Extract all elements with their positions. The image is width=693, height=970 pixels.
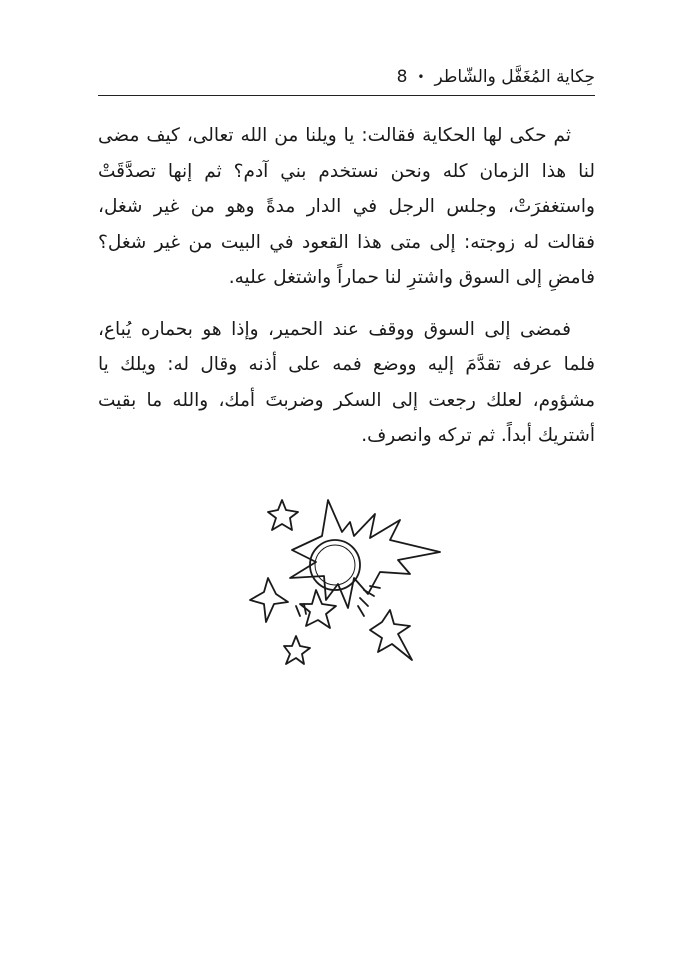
body-text xyxy=(98,118,595,470)
header-separator: • xyxy=(417,70,425,84)
stars-burst-icon xyxy=(250,482,445,677)
book-title: حِكاية المُغَفَّل والشّاطر xyxy=(434,67,595,87)
dash xyxy=(304,604,306,614)
page-number: 8 xyxy=(396,67,408,87)
star-bottom-left xyxy=(284,636,310,664)
star-bottom-right xyxy=(370,610,412,660)
star-top-left xyxy=(268,500,298,530)
paragraph-1: ثم حكى لها الحكاية فقالت: يا ويلنا من الله تعالى، كيف مضى لنا هذا الزمان كله ونحن نستخدم بني آدم؟ ثم إنها تصدَّقَتْ واستغفرَتْ، وجلس الرجل في الدار مدةً وهو من غير شغل، فقالت له زوجته: إلى متى هذا القعود في البيت من غير شغل؟ فامضِ إلى السوق واشترِ لنا حماراً واشتغل عليه. xyxy=(98,125,595,288)
paragraph-2: فمضى إلى السوق ووقف عند الحمير، وإذا هو بحماره يُباع، فلما عرفه تقدَّمَ إليه ووضع فمه على أذنه وقال له: ويلك يا مشؤوم، لعلك رجعت إلى السكر وضربتَ أمك، والله ما بقيت أشتريك أبداً. ثم تركه وانصرف. xyxy=(98,318,595,446)
dash xyxy=(296,606,300,616)
running-header xyxy=(98,62,595,92)
dash xyxy=(358,606,364,616)
star-left xyxy=(250,578,288,622)
header-rule xyxy=(98,95,595,96)
center-inner-circle xyxy=(315,545,355,585)
dash xyxy=(360,598,368,606)
